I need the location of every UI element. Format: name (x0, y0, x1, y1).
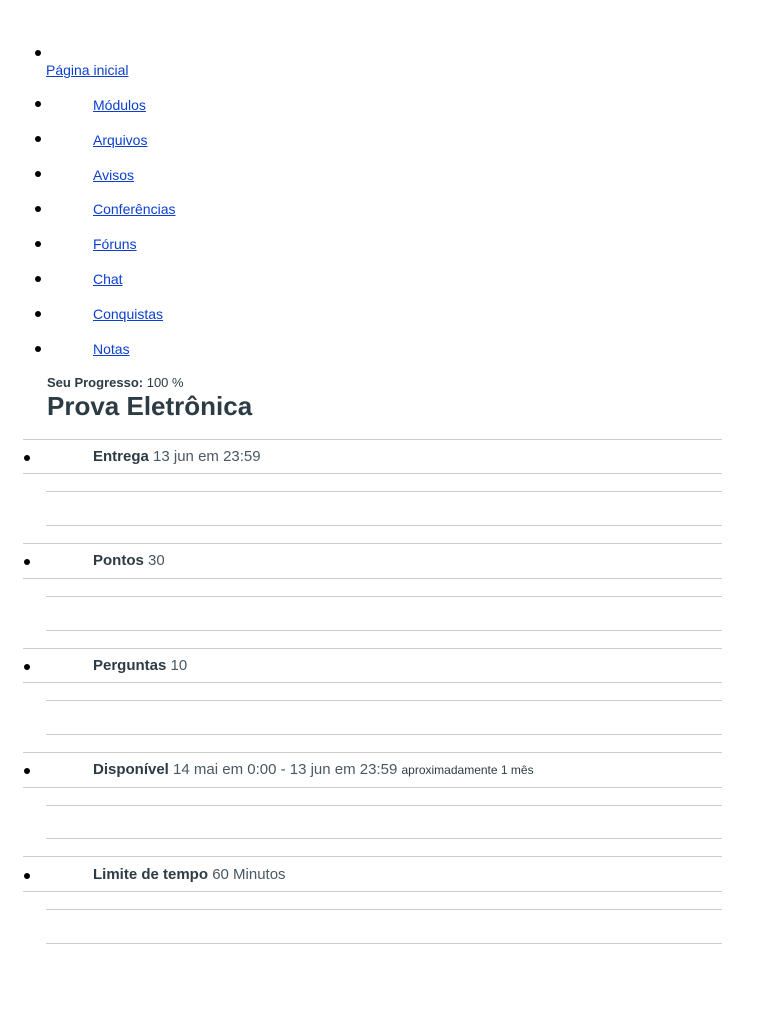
nav-link-pagina-inicial[interactable]: Página inicial (46, 62, 129, 78)
list-bullet (35, 136, 41, 142)
detail-label: Entrega (93, 448, 149, 465)
divider (23, 752, 722, 753)
divider (23, 682, 722, 683)
progress-label: Seu Progresso: (47, 375, 144, 390)
list-bullet (35, 276, 41, 282)
divider (23, 473, 722, 474)
detail-label: Pontos (93, 552, 144, 569)
detail-value: 14 mai em 0:00 - 13 jun em 23:59 (173, 761, 398, 778)
list-bullet (24, 768, 30, 774)
nav-link-avisos[interactable]: Avisos (93, 167, 134, 183)
list-bullet (35, 206, 41, 212)
list-bullet (35, 241, 41, 247)
divider (46, 838, 722, 839)
detail-entrega (93, 448, 261, 466)
detail-perguntas (93, 657, 187, 675)
detail-label: Limite de tempo (93, 866, 209, 883)
detail-label: Disponível (93, 761, 169, 778)
detail-extra: aproximadamente 1 mês (401, 763, 534, 777)
progress-indicator (47, 375, 184, 391)
progress-value: 100 % (146, 375, 184, 390)
list-bullet (24, 559, 30, 565)
nav-link-conferencias[interactable]: Conferências (93, 201, 176, 217)
divider (46, 700, 722, 701)
divider (23, 578, 722, 579)
nav-link-modulos[interactable]: Módulos (93, 97, 146, 113)
divider (46, 596, 722, 597)
list-bullet (35, 101, 41, 107)
detail-label: Perguntas (93, 657, 167, 674)
divider (46, 909, 722, 910)
nav-link-notas[interactable]: Notas (93, 341, 130, 357)
detail-value: 13 jun em 23:59 (153, 448, 261, 465)
nav-link-chat[interactable]: Chat (93, 271, 123, 287)
list-bullet (35, 346, 41, 352)
page-title: Prova Eletrônica (47, 391, 253, 421)
divider (23, 648, 722, 649)
list-bullet (24, 664, 30, 670)
nav-link-arquivos[interactable]: Arquivos (93, 132, 148, 148)
nav-link-foruns[interactable]: Fóruns (93, 236, 137, 252)
detail-value: 30 (148, 552, 165, 569)
nav-link-conquistas[interactable]: Conquistas (93, 306, 164, 322)
divider (46, 491, 722, 492)
divider (23, 543, 722, 544)
list-bullet (35, 50, 41, 56)
divider (23, 787, 722, 788)
detail-value: 10 (170, 657, 188, 674)
list-bullet (24, 455, 30, 461)
divider (46, 805, 722, 806)
list-bullet (35, 311, 41, 317)
list-bullet (24, 873, 30, 879)
detail-pontos (93, 552, 165, 570)
detail-value: 60 Minutos (212, 866, 286, 883)
divider (23, 439, 722, 440)
divider (23, 856, 722, 857)
divider (23, 891, 722, 892)
divider (46, 943, 722, 944)
divider (46, 525, 722, 526)
detail-limite-de-tempo (93, 866, 286, 884)
divider (46, 630, 722, 631)
detail-disponivel (93, 761, 534, 779)
divider (46, 734, 722, 735)
list-bullet (35, 171, 41, 177)
